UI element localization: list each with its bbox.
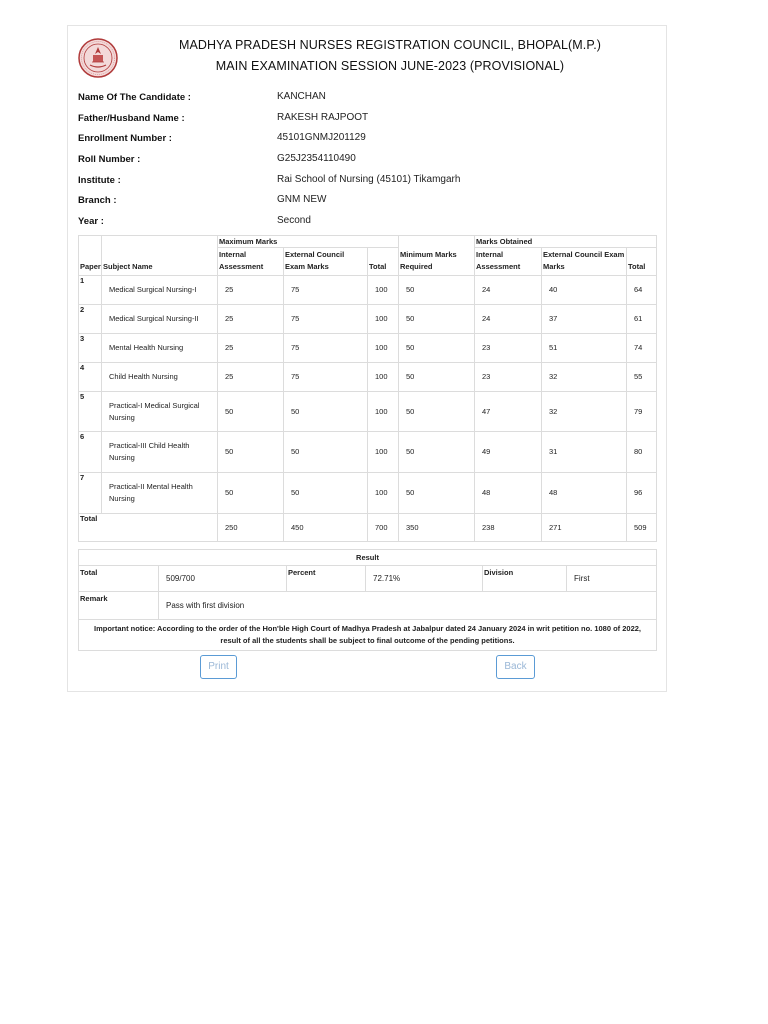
branch-label: Branch : (78, 195, 117, 206)
max-external: 75 (284, 363, 368, 392)
col-min-required: Minimum Marks Required (399, 236, 475, 276)
max-external: 75 (284, 305, 368, 334)
total-max-total: 700 (368, 514, 399, 542)
paper-number: 6 (79, 432, 102, 473)
min-required: 50 (399, 473, 475, 514)
percent-label: Percent (287, 566, 366, 592)
father-name-label: Father/Husband Name : (78, 113, 185, 124)
subject-name: Practical-II Mental Health Nursing (102, 473, 218, 514)
min-required: 50 (399, 392, 475, 432)
page-title: MADHYA PRADESH NURSES REGISTRATION COUNCIL, BHOPAL(M.P.) (178, 38, 602, 52)
paper-number: 3 (79, 334, 102, 363)
max-internal: 25 (218, 276, 284, 305)
division-value: First (567, 566, 657, 592)
obt-total: 61 (627, 305, 657, 334)
candidate-name-value: KANCHAN (277, 91, 326, 102)
father-name-value: RAKESH RAJPOOT (277, 112, 369, 123)
result-total-label: Total (79, 566, 159, 592)
obt-internal: 23 (475, 334, 542, 363)
table-row (79, 305, 657, 334)
max-internal: 25 (218, 305, 284, 334)
max-external: 75 (284, 334, 368, 363)
marks-table (78, 235, 657, 542)
table-row (79, 432, 657, 473)
subject-name: Medical Surgical Nursing-I (102, 276, 218, 305)
table-row (79, 276, 657, 305)
percent-value: 72.71% (366, 566, 483, 592)
paper-number: 7 (79, 473, 102, 514)
obt-total: 79 (627, 392, 657, 432)
total-obt-external: 271 (542, 514, 627, 542)
obt-external: 40 (542, 276, 627, 305)
col-paper: Paper (79, 236, 102, 276)
subject-name: Practical-I Medical Surgical Nursing (102, 392, 218, 432)
obt-external: 31 (542, 432, 627, 473)
col-obt-total: Total (627, 248, 657, 276)
council-seal-icon (78, 38, 118, 78)
subject-name: Mental Health Nursing (102, 334, 218, 363)
table-row (79, 334, 657, 363)
col-obt-internal: Internal Assessment (475, 248, 542, 276)
obt-external: 37 (542, 305, 627, 334)
paper-number: 2 (79, 305, 102, 334)
table-row (79, 392, 657, 432)
min-required: 50 (399, 363, 475, 392)
max-total: 100 (368, 392, 399, 432)
total-max-internal: 250 (218, 514, 284, 542)
max-internal: 25 (218, 363, 284, 392)
col-max-internal: Internal Assessment (218, 248, 284, 276)
obt-internal: 23 (475, 363, 542, 392)
max-internal: 25 (218, 334, 284, 363)
obt-external: 32 (542, 392, 627, 432)
group-marks-obtained: Marks Obtained (475, 236, 657, 248)
paper-number: 4 (79, 363, 102, 392)
max-external: 50 (284, 392, 368, 432)
year-value: Second (277, 215, 311, 226)
obt-external: 32 (542, 363, 627, 392)
min-required: 50 (399, 432, 475, 473)
table-row (79, 473, 657, 514)
obt-internal: 48 (475, 473, 542, 514)
candidate-name-label: Name Of The Candidate : (78, 92, 191, 103)
paper-number: 1 (79, 276, 102, 305)
totals-row (79, 514, 657, 542)
remark-label: Remark (79, 592, 159, 620)
paper-number: 5 (79, 392, 102, 432)
division-label: Division (483, 566, 567, 592)
subject-name: Practical-III Child Health Nursing (102, 432, 218, 473)
result-table (78, 549, 657, 651)
max-total: 100 (368, 432, 399, 473)
col-subject: Subject Name (102, 236, 218, 276)
obt-total: 96 (627, 473, 657, 514)
max-external: 75 (284, 276, 368, 305)
max-internal: 50 (218, 473, 284, 514)
obt-external: 48 (542, 473, 627, 514)
institute-label: Institute : (78, 175, 121, 186)
min-required: 50 (399, 276, 475, 305)
enrollment-label: Enrollment Number : (78, 133, 172, 144)
obt-internal: 24 (475, 305, 542, 334)
obt-total: 55 (627, 363, 657, 392)
enrollment-value: 45101GNMJ201129 (277, 132, 366, 143)
important-notice: Important notice: According to the order of the Hon'ble High Court of Madhya Pradesh at Jabalpur dated 24 January 2024 in writ petition no. 1080 of 2022, result of all the students shall be subject to final outcome of the pending petitions. (79, 620, 657, 651)
max-total: 100 (368, 334, 399, 363)
back-button[interactable]: Back (496, 655, 535, 679)
total-obt-internal: 238 (475, 514, 542, 542)
max-total: 100 (368, 473, 399, 514)
branch-value: GNM NEW (277, 194, 327, 205)
obt-internal: 49 (475, 432, 542, 473)
max-total: 100 (368, 276, 399, 305)
institute-value: Rai School of Nursing (45101) Tikamgarh (277, 174, 461, 185)
print-button[interactable]: Print (200, 655, 237, 679)
roll-number-label: Roll Number : (78, 154, 141, 165)
min-required: 50 (399, 334, 475, 363)
result-total-value: 509/700 (159, 566, 287, 592)
table-row (79, 363, 657, 392)
max-internal: 50 (218, 432, 284, 473)
max-total: 100 (368, 363, 399, 392)
total-max-external: 450 (284, 514, 368, 542)
col-obt-external: External Council Exam Marks (542, 248, 627, 276)
col-max-external: External Council Exam Marks (284, 248, 368, 276)
subject-name: Child Health Nursing (102, 363, 218, 392)
page-subtitle: MAIN EXAMINATION SESSION JUNE-2023 (PROVISIONAL) (215, 59, 565, 73)
min-required: 50 (399, 305, 475, 334)
col-max-total: Total (368, 248, 399, 276)
total-min-required: 350 (399, 514, 475, 542)
max-total: 100 (368, 305, 399, 334)
max-internal: 50 (218, 392, 284, 432)
remark-value: Pass with first division (159, 592, 657, 620)
obt-internal: 24 (475, 276, 542, 305)
obt-external: 51 (542, 334, 627, 363)
obt-internal: 47 (475, 392, 542, 432)
result-heading: Result (79, 550, 657, 566)
max-external: 50 (284, 432, 368, 473)
obt-total: 80 (627, 432, 657, 473)
group-maximum-marks: Maximum Marks (218, 236, 399, 248)
obt-total: 64 (627, 276, 657, 305)
obt-total: 74 (627, 334, 657, 363)
subject-name: Medical Surgical Nursing-II (102, 305, 218, 334)
totals-label: Total (79, 514, 218, 542)
max-external: 50 (284, 473, 368, 514)
roll-number-value: G25J2354110490 (277, 153, 356, 164)
total-obt-total: 509 (627, 514, 657, 542)
year-label: Year : (78, 216, 104, 227)
